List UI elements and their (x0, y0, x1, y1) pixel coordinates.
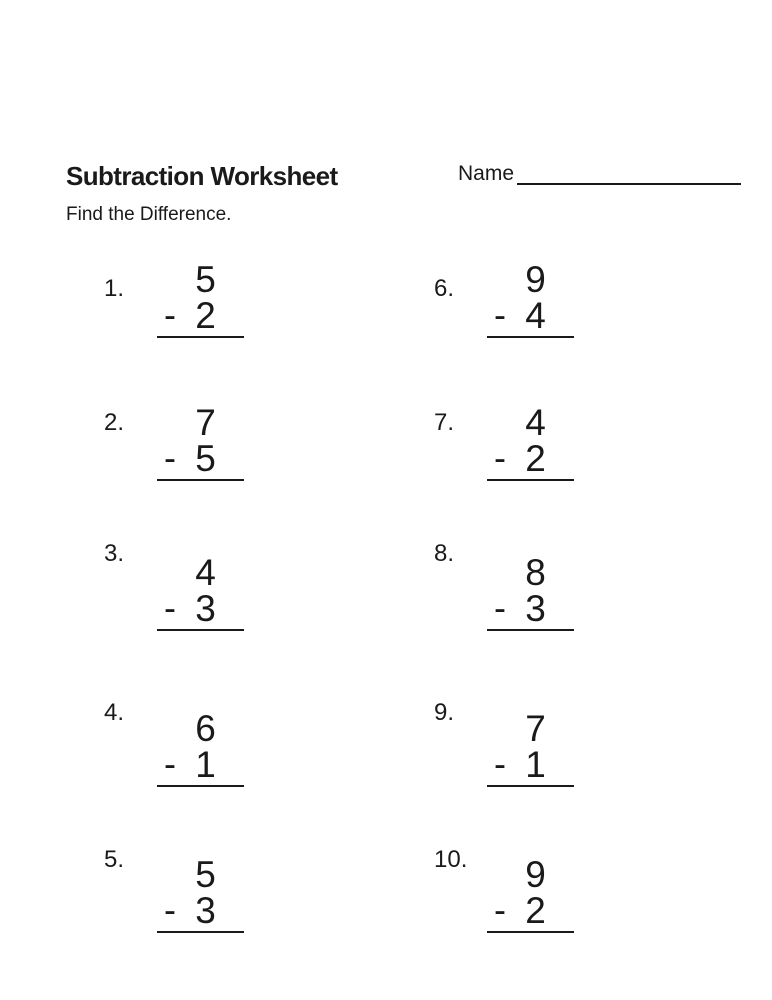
subtrahend: 1 (195, 744, 216, 785)
answer-line (487, 931, 574, 933)
minus-operator: - (164, 587, 176, 628)
minus-operator: - (164, 743, 176, 784)
subtraction-row (157, 294, 244, 336)
problem-3 (100, 540, 290, 647)
answer-line (157, 336, 244, 338)
problem-number: 8. (434, 540, 455, 567)
problem-number: 1. (104, 275, 125, 302)
minus-operator: - (494, 294, 506, 335)
problem-work-area (487, 854, 574, 933)
minuend: 9 (525, 259, 546, 300)
problem-work-area (487, 708, 574, 787)
minus-operator: - (164, 437, 176, 478)
minus-operator: - (494, 437, 506, 478)
subtrahend: 3 (195, 588, 216, 629)
problem-1 (100, 259, 290, 354)
problem-8 (430, 540, 620, 647)
problem-10 (430, 846, 620, 949)
subtraction-row (487, 587, 574, 629)
answer-line (157, 629, 244, 631)
minuend: 7 (195, 402, 216, 443)
minuend: 7 (525, 708, 546, 749)
answer-line (157, 931, 244, 933)
problem-2 (100, 402, 290, 497)
problem-number: 7. (434, 409, 455, 436)
answer-line (487, 479, 574, 481)
subtrahend: 4 (525, 295, 546, 336)
answer-line (487, 629, 574, 631)
subtraction-row (487, 889, 574, 931)
problem-work-area (157, 854, 244, 933)
name-fill-in-line (517, 165, 741, 185)
problem-work-area (487, 259, 574, 338)
problem-number: 2. (104, 409, 125, 436)
problem-number: 4. (104, 699, 125, 726)
subtraction-row (487, 743, 574, 785)
answer-line (487, 785, 574, 787)
subtrahend: 2 (525, 890, 546, 931)
subtraction-row (157, 889, 244, 931)
problem-work-area (487, 552, 574, 631)
minus-operator: - (494, 889, 506, 930)
minuend: 5 (195, 259, 216, 300)
minus-operator: - (164, 889, 176, 930)
problem-number: 5. (104, 846, 125, 873)
subtraction-row (487, 437, 574, 479)
answer-line (487, 336, 574, 338)
problem-work-area (487, 402, 574, 481)
problem-work-area (157, 708, 244, 787)
problem-number: 9. (434, 699, 455, 726)
minuend: 9 (525, 854, 546, 895)
instruction-text: Find the Difference. (66, 204, 232, 225)
problem-number: 3. (104, 540, 125, 567)
problem-5 (100, 846, 290, 949)
subtraction-row (157, 743, 244, 785)
problem-work-area (157, 402, 244, 481)
minuend: 6 (195, 708, 216, 749)
subtrahend: 2 (525, 438, 546, 479)
minuend: 4 (195, 552, 216, 593)
problem-work-area (157, 552, 244, 631)
subtrahend: 5 (195, 438, 216, 479)
minus-operator: - (494, 743, 506, 784)
answer-line (157, 785, 244, 787)
subtrahend: 3 (195, 890, 216, 931)
problem-number: 6. (434, 275, 455, 302)
problem-7 (430, 402, 620, 497)
problem-number: 10. (434, 846, 468, 873)
minus-operator: - (494, 587, 506, 628)
minuend: 4 (525, 402, 546, 443)
subtraction-row (157, 587, 244, 629)
subtraction-row (487, 294, 574, 336)
problem-work-area (157, 259, 244, 338)
subtrahend: 3 (525, 588, 546, 629)
minuend: 8 (525, 552, 546, 593)
answer-line (157, 479, 244, 481)
problem-4 (100, 699, 290, 803)
name-label: Name (458, 162, 515, 185)
minus-operator: - (164, 294, 176, 335)
page-title: Subtraction Worksheet (66, 161, 338, 191)
subtrahend: 2 (195, 295, 216, 336)
minuend: 5 (195, 854, 216, 895)
problem-9 (430, 699, 620, 803)
problem-6 (430, 259, 620, 354)
subtrahend: 1 (525, 744, 546, 785)
subtraction-row (157, 437, 244, 479)
